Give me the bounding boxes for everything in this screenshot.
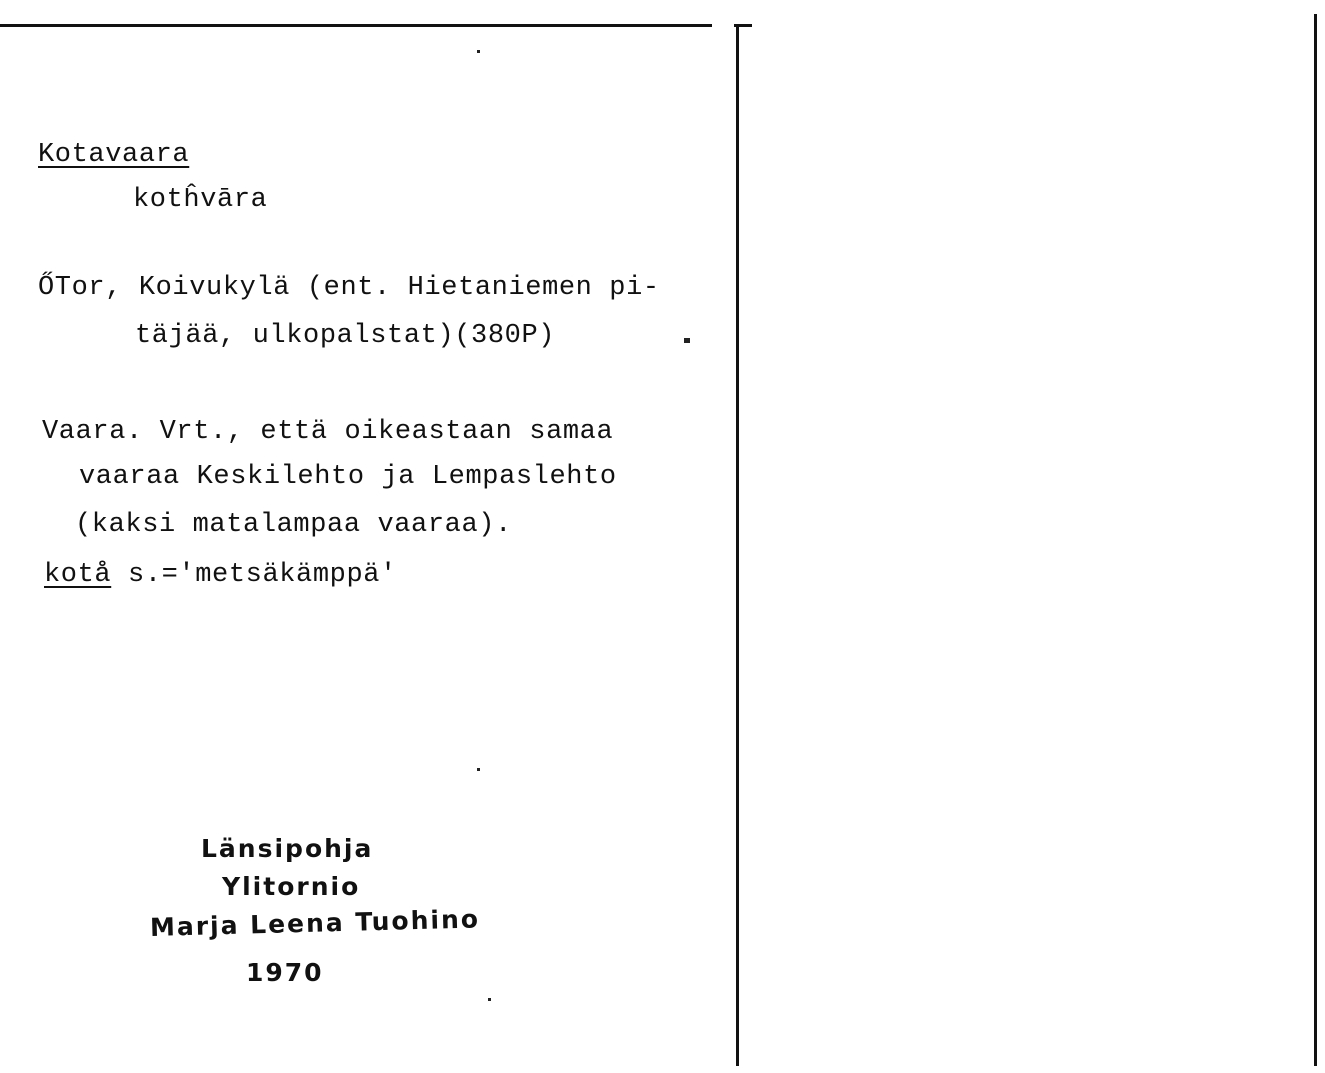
etymology-gloss: s.='metsäkämppä' xyxy=(111,560,397,590)
headword: Kotavaara xyxy=(38,140,190,170)
etymology-line xyxy=(44,560,397,590)
stamp-collector: Marja Leena Tuohino xyxy=(149,904,481,942)
stamp-year: 1970 xyxy=(246,958,324,987)
location-line-2: täjää, ulkopalstat)(380P) xyxy=(135,321,556,351)
description-line-3: (kaksi matalampaa vaaraa). xyxy=(75,510,512,540)
stamp-parish: Ylitornio xyxy=(222,872,361,901)
stamp-region: Länsipohja xyxy=(201,834,374,863)
ink-speck xyxy=(477,768,480,771)
description-line-1: Vaara. Vrt., että oikeastaan samaa xyxy=(42,417,614,447)
etymology-word: kotå xyxy=(44,560,112,590)
right-edge-line xyxy=(1314,14,1317,1066)
top-border-line xyxy=(0,24,712,27)
pronunciation: kotĥvāra xyxy=(133,185,268,215)
ink-speck xyxy=(477,50,480,53)
description-line-2: vaaraa Keskilehto ja Lempaslehto xyxy=(79,462,617,492)
ink-dot xyxy=(684,338,690,343)
ink-speck xyxy=(488,998,491,1001)
location-line-1: ŐTor, Koivukylä (ent. Hietaniemen pi- xyxy=(38,273,660,303)
card-divider-line xyxy=(736,26,739,1066)
